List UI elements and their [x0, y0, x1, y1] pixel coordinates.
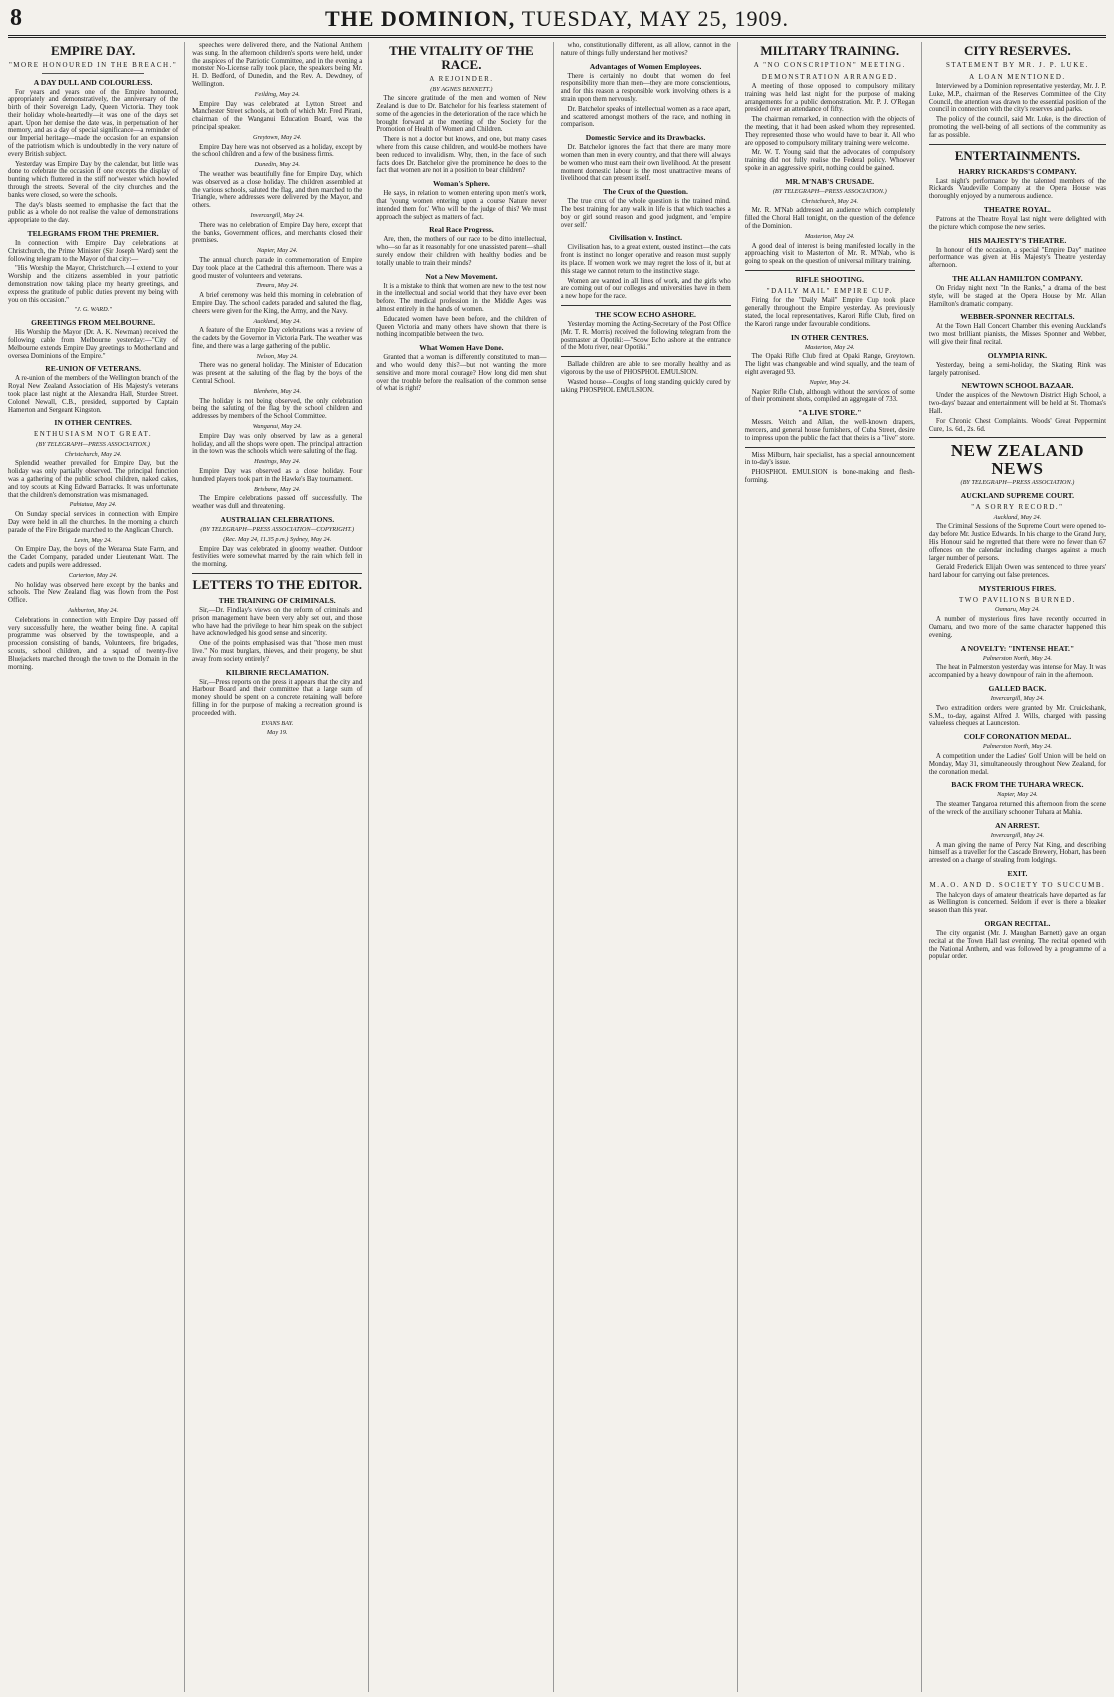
divider: [42, 73, 144, 74]
dateline: Wanganui, May 24.: [252, 423, 302, 431]
paragraph: Dr. Batchelor ignores the fact that there are many more women than men in every country, and that there will always be women who must earn their own livelihood. At the present moment domestic labour is the most unattractive means of livelihood that can present itself.: [560, 144, 731, 183]
paragraph: The heat in Palmerston yesterday was intense for May. It was accompanied by a heavy downpour of rain in the afternoon.: [928, 664, 1106, 680]
paragraph: The halcyon days of amateur theatricals have departed as far as Wellington is concerned. Seldom if ever is there a bleaker season than this year.: [928, 891, 1106, 915]
dateline: Nelson, May 24.: [256, 352, 298, 360]
paragraph: There is not a doctor but knows, and one, but many cases where from this cause children, and would-be mothers have been reduced to invalidism. Why, then, in the face of such facts does Dr. Batchelor give the prominence he does to the fact that women are not in a position to bear children?: [376, 136, 547, 175]
paragraph: Messrs. Veitch and Allan, the well-known drapers, mercers, and general house furnishers, of Cuba Street, desire to impress upon the public the fact that theirs is a "live" store.: [744, 419, 915, 442]
paragraph: Two extradition orders were granted by Mr. Cruickshank, S.M., to-day, against Alfred J. Wills, charged with passing valueless cheques at Launceston.: [928, 704, 1106, 728]
paragraph: who, constitutionally different, as all allow, cannot in the nature of things fully understand her motives?: [560, 42, 731, 57]
paragraph: Celebrations in connection with Empire Day passed off very successfully here, the weather being fine. A capital programme was observed by the townspeople, and a procession consisting of bands, Volunteers, fire brigades, scouts, school children, and a squad of twenty-five Bluejackets marched through the town to the Domain in the morning.: [8, 616, 179, 671]
advertisement: Ballade children are able to see morally healthy and as vigorous by the use of PHOSPHOL EMULSION.: [560, 361, 731, 376]
paragraph: The Criminal Sessions of the Supreme Court were opened to-day before Mr. Justice Edwards. In his charge to the Grand Jury, His Honour said he regretted that there were no fewer than 67 offences on the calendar including charges against a much larger number of persons.: [928, 523, 1106, 562]
dateline: Feilding, May 24.: [254, 90, 300, 98]
paragraph: Yesterday, being a semi-holiday, the Skating Rink was largely patronised.: [928, 361, 1106, 377]
letter-date: May 19.: [266, 729, 288, 737]
dateline: Levin, May 24.: [74, 536, 112, 544]
section-heading: THEATRE ROYAL.: [983, 204, 1051, 214]
section-heading: AN ARREST.: [995, 820, 1040, 830]
subheading: DEMONSTRATION ARRANGED.: [761, 72, 898, 81]
letters-heading: LETTERS TO THE EDITOR.: [192, 577, 363, 593]
paper-title: [70, 6, 1044, 32]
paragraph: Empire Day was celebrated at Lytton Street and Manchester Street schools, at both of which Mr. Fred Pirani, chairman of the Wanganui Education Board, was the principal speaker.: [192, 100, 363, 131]
paragraph: At the Town Hall Concert Chamber this evening Auckland's two most brilliant pianists, the Misses Sponner and Webber, will give their final recital.: [928, 323, 1106, 346]
dateline: Greytown, May 24.: [253, 133, 302, 141]
dateline: Christchurch, May 24.: [64, 450, 122, 458]
divider: [192, 573, 362, 574]
dateline: Carterton, May 24.: [68, 571, 118, 579]
paragraph: The city organist (Mr. J. Maughan Barnett) gave an organ recital at the Town Hall last evening. The recital opened with the National Anthem, and was followed by a programme of a popular order.: [928, 929, 1106, 961]
section-heading: EXIT.: [1007, 869, 1028, 879]
masthead: [8, 6, 1106, 38]
dateline: Invercargill, May 24.: [990, 695, 1045, 703]
divider: [745, 447, 915, 448]
paragraph: One of the points emphasised was that "those men must live." No must burglars, thieves, and their progeny, be shut away from society entirely?: [192, 640, 363, 663]
dateline: Invercargill, May 24.: [250, 211, 304, 219]
dateline: Masterton, May 24.: [804, 232, 855, 240]
divider: [929, 437, 1106, 438]
dateline: Ashburton, May 24.: [68, 607, 119, 615]
dateline: Timaru, May 24.: [256, 282, 299, 290]
section-heading: BACK FROM THE TUHARA WRECK.: [951, 780, 1084, 790]
paragraph: A man giving the name of Percy Nat King, and describing himself as a traveller for the Cascade Brewery, Hobart, has been arrested on a charge of stealing from lodgings.: [928, 841, 1106, 865]
paragraph: Women are wanted in all lines of work, and the girls who are coming out of our colleges and universities have in them a new hope for the race.: [560, 277, 731, 301]
section-heading: What Women Have Done.: [419, 343, 504, 353]
column-2: [192, 42, 369, 1692]
section-heading: GREETINGS FROM MELBOURNE.: [31, 318, 155, 328]
empire-day-subheading-2: A DAY DULL AND COLOURLESS.: [33, 77, 153, 87]
dateline: (Rec. May 24, 11.35 p.m.) Sydney, May 24.: [223, 535, 332, 543]
paragraph: Mr. R. M'Nab addressed an audience which completely filled the Choral Hall tonight, on the question of the defence of the Dominion.: [744, 207, 915, 230]
paragraph: speeches were delivered there, and the National Anthem was sung. In the afternoon children's sports were held, under the auspices of the Patriotic Committee, and in the evening a monster No-License rally took place, the speakers being Mr. H. D. Bedford, of Dunedin, and the Rev. A. Dewdney, of Wellington.: [192, 42, 363, 88]
paragraph: The steamer Tangaroa returned this afternoon from the scene of the wreck of the auxiliary schooner Tuhara at Mahia.: [928, 801, 1106, 817]
signature: "J. G. WARD.": [74, 306, 112, 314]
paragraph: On Friday night next "In the Ranks," a drama of the best style, will be staged at the Opera House by Mr. Allan Hamilton's dramatic company.: [928, 284, 1106, 308]
paragraph: The holiday is not being observed, the only celebration being the saluting of the flag by the school children and addresses by members of the School Committee.: [192, 397, 363, 421]
dateline: Auckland, May 24.: [253, 317, 302, 325]
section-heading: Woman's Sphere.: [433, 179, 490, 189]
dateline: Palmerston North, May 24.: [982, 743, 1052, 751]
paragraph: A number of mysterious fires have recently occurred in Oamaru, and two more of the same character happened this evening.: [928, 616, 1106, 639]
signature: EVANS BAY.: [261, 719, 294, 727]
nz-news-heading: NEW ZEALAND NEWS: [950, 441, 1084, 479]
section-heading: Advantages of Women Employees.: [589, 61, 702, 71]
section-heading: NEWTOWN SCHOOL BAZAAR.: [961, 381, 1074, 391]
paragraph: The Opaki Rifle Club fired at Opaki Range, Greytown. The light was changeable and wind squally, and the team of eight averaged 93.: [744, 353, 915, 377]
column-5: [745, 42, 922, 1692]
telegraph-credit: (BY TELEGRAPH—PRESS ASSOCIATION.): [36, 440, 151, 448]
column-1: [8, 42, 185, 1692]
advertisement: For Chronic Chest Complaints. Woods' Great Peppermint Cure, 1s. 6d., 2s. 6d.: [928, 417, 1106, 433]
section-heading: COLF CORONATION MEDAL.: [963, 732, 1072, 742]
paragraph: Sir,—Press reports on the press it appears that the city and Harbour Board and their committee that a large sum of money should be spent on a concrete retaining wall before filling in for the purpose of making a recreation ground is proceeded with.: [192, 678, 363, 717]
telegraph-credit: (BY TELEGRAPH—PRESS ASSOCIATION—COPYRIGHT.): [200, 526, 355, 534]
paragraph: The policy of the council, said Mr. Luke, is the direction of promoting the well-being of all sections of the community as far as possible.: [928, 116, 1106, 139]
paragraph: Civilisation has, to a great extent, ousted instinct—the cats front is instinct no longer operative and reason must supply its place. If women work we may regret the loss of it, but at this stage we cannot return to the instinctive stage.: [560, 244, 731, 275]
paragraph: No holiday was observed here except by the banks and schools. The New Zealand flag was flown from the Post Office.: [8, 581, 179, 605]
paragraph: Napier Rifle Club, although without the services of some of their prominent shots, compiled an aggregate of 733.: [744, 388, 915, 404]
columns: [8, 42, 1106, 1692]
paragraph: For years and years one of the Empire honoured, appropriately and demonstratively, the anniversary of the birth of their Sovereign Lady, Queen Victoria. They took their holiday whole-heartedly—it was one of the days set apart. Upon her demise the date was, in perpetuation of her memory, and as a day of special significance—a reminder of our Imperial heritage—made the occasion for an expansion of the patriotism which is undoubtedly in the very nature of every British subject.: [8, 88, 179, 158]
divider: [561, 356, 731, 357]
paragraph: Yesterday morning the Acting-Secretary of the Post Office (Mr. T. R. Morris) received the following telegram from the postmaster at Opotiki:—"Scow Echo ashore at the entrance of the Motu river, near Opotiki.": [560, 320, 731, 352]
divider: [561, 305, 731, 306]
section-heading: OLYMPIA RINK.: [987, 350, 1048, 360]
divider: [929, 144, 1106, 145]
section-heading: TELEGRAMS FROM THE PREMIER.: [27, 229, 159, 239]
section-heading: The Crux of the Question.: [603, 187, 688, 197]
paragraph: It is a mistake to think that women are new to the test now in the intellectual and social world that they have ever been before. The medical profession in the Middle Ages was almost entirely in the hands of women.: [376, 282, 547, 314]
paragraph: There is certainly no doubt that women do feel responsibility more than men—they are more conscientious, and for this reason a responsible work involving others is a strain upon them nervously.: [560, 72, 731, 103]
dateline: Auckland, May 24.: [993, 513, 1042, 521]
section-heading: AUSTRALIAN CELEBRATIONS.: [220, 515, 335, 525]
paragraph: Are, then, the mothers of our race to be ditto intellectual, who—so far as it reasonably for one unassisted parent—shall surely endow their children with healthy bodies and be totally unable to train their minds?: [376, 236, 547, 267]
paragraph: The chairman remarked, in connection with the objects of the meeting, that it had been asked whom they represented. They represented those who would have to bear it. All who are opposed to compulsory military training were welcome.: [744, 116, 915, 147]
subheading: "A SORRY RECORD.": [971, 503, 1064, 512]
paragraph: The Empire celebrations passed off successfully. The weather was dull and threatening.: [192, 495, 363, 511]
paragraph: The weather was beautifully fine for Empire Day, which was observed as a close holiday. The children assembled at the various schools, saluted the flag, and then marched to the Triangle, where addresses were delivered by the Mayor, and others.: [192, 170, 363, 210]
telegraph-credit: (BY TELEGRAPH—PRESS ASSOCIATION.): [772, 187, 887, 195]
subheading: A "NO CONSCRIPTION" MEETING.: [753, 61, 906, 69]
section-heading: RIFLE SHOOTING.: [795, 274, 864, 284]
section-heading: IN OTHER CENTRES.: [54, 418, 132, 428]
empire-day-heading: EMPIRE DAY.: [50, 43, 136, 58]
paragraph: Patrons at the Theatre Royal last night were delighted with the picture which compose the new series.: [928, 215, 1106, 231]
paragraph: He says, in relation to women entering upon men's work, that 'young women entering upon a course Nature never intended them for.' Who will be the judge of this? We must approach the subject as matters of fact.: [376, 190, 547, 221]
section-heading: THE ALLAN HAMILTON COMPANY.: [952, 273, 1083, 283]
paragraph: Sir,—Dr. Findlay's views on the reform of criminals and prison management have been very ably set out, and those who have had the privilege to hear him speak on the subject have acknowledged his good sense and sincerity.: [192, 607, 363, 638]
dateline: Napier, May 24.: [809, 378, 851, 386]
subheading: TWO PAVILIONS BURNED.: [958, 595, 1076, 604]
paragraph: Splendid weather prevailed for Empire Day, but the holiday was only partially observed. The principal function was a gathering of the public school children, naked cakes, and toy scouts at King Edward Barracks. It was unfortunate that the children's demonstration was mismanaged.: [8, 460, 179, 499]
paragraph: Firing for the "Daily Mail" Empire Cup took place generally throughout the Empire yesterday. As previously stated, the local representatives, Karori Rifle Club, fired on the Karori range under favourable conditions.: [744, 297, 915, 328]
column-3: [376, 42, 553, 1692]
paragraph: Mr. W. T. Young said that the advocates of compulsory training did not fully realise the Federal policy. Whoever spoke in an aggressive spirit, nothing could be gained.: [744, 149, 915, 172]
section-heading: A NOVELTY: "INTENSE HEAT.": [960, 643, 1075, 653]
paragraph: Empire Day was observed as a close holiday. Four hundred players took part in the Hawke's Bay tournament.: [192, 468, 363, 483]
subheading: ENTHUSIASM NOT GREAT.: [33, 430, 153, 439]
column-6: [929, 42, 1106, 1692]
divider: [745, 270, 915, 271]
section-heading: KILBIRNIE RECLAMATION.: [225, 667, 329, 677]
section-heading: Civilisation v. Instinct.: [609, 233, 683, 243]
paragraph: Educated women have been before, and the children of Queen Victoria and many others have shown that there is nothing incompatible between the two.: [376, 315, 547, 339]
section-heading: RE-UNION OF VETERANS.: [45, 364, 141, 374]
advertisement: PHOSPHOL EMULSION is bone-making and flesh-forming.: [744, 469, 915, 484]
city-reserves-heading: CITY RESERVES.: [964, 43, 1071, 58]
paragraph: Interviewed by a Dominion representative yesterday, Mr. J. P. Luke, M.P., chairman of the Reserves Committee of the City Council, the attention was drawn to the essential position of the council in connection with the city's reserves and parks.: [928, 83, 1106, 114]
subheading: STATEMENT BY MR. J. P. LUKE.: [946, 61, 1089, 69]
dateline: Dunedin, May 24.: [254, 161, 300, 169]
dateline: Palmerston North, May 24.: [982, 654, 1052, 662]
paragraph: Empire Day here was not observed as a holiday, except by the school children and a few of the business firms.: [192, 143, 363, 159]
paragraph: The annual church parade in commemoration of Empire Day took place at the Cathedral this afternoon. There was a good muster of volunteers and veterans.: [192, 256, 363, 280]
paragraph: "His Worship the Mayor, Christchurch.—I extend to your Worship and the citizens assembled in your patriotic demonstration now taking place my hearty greetings, and express the gratitude of public duties prevent my being with you on this occasion.": [8, 265, 179, 304]
paragraph: Gerald Frederick Elijah Owen was sentenced to three years' hard labour for carrying out false pretences.: [928, 564, 1106, 580]
dateline: Blenheim, May 24.: [253, 387, 302, 395]
paragraph: Empire Day was celebrated in gloomy weather. Outdoor festivities were somewhat marred by the rain which fell in the morning.: [192, 545, 363, 569]
section-heading: Not a New Movement.: [425, 271, 498, 281]
paragraph: Under the auspices of the Newtown District High School, a two-days' bazaar and entertainment will be held at St. Thomas's Hall.: [928, 392, 1106, 415]
paragraph: There was no celebration of Empire Day here, except that the banks, Government offices, and merchants closed their premises.: [192, 221, 363, 245]
section-heading: MR. M'NAB'S CRUSADE.: [785, 176, 875, 186]
section-heading: Real Race Progress.: [429, 225, 494, 235]
dateline: Christchurch, May 24.: [801, 197, 859, 205]
vitality-heading: THE VITALITY OF THE RACE.: [389, 43, 534, 72]
section-heading: HIS MAJESTY'S THEATRE.: [968, 235, 1067, 245]
dateline: Napier, May 24.: [997, 791, 1038, 799]
paragraph: A good deal of interest is being manifested locally in the approaching visit to Masterton of Mr. R. M'Nab, who is going to speak on the question of universal military training.: [744, 242, 915, 266]
entertainments-heading: ENTERTAINMENTS.: [954, 147, 1081, 163]
paragraph: A feature of the Empire Day celebrations was a review of the cadets by the Governor in Victoria Park. The weather was fine, and there was a large gathering of the public.: [192, 327, 363, 350]
subheading: "DAILY MAIL" EMPIRE CUP.: [766, 286, 893, 295]
section-heading: MYSTERIOUS FIRES.: [978, 583, 1057, 593]
byline: (BY AGNES BENNETT.): [430, 85, 493, 93]
section-heading: "A LIVE STORE.": [798, 408, 862, 418]
paragraph: Dr. Batchelor speaks of intellectual women as a race apart, and scattered amongst mothers of the race, and nothing in comparison.: [560, 105, 731, 129]
paragraph: In honour of the occasion, a special "Empire Day" matinee performance was given at His Majesty's Theatre yesterday afternoon.: [928, 246, 1106, 270]
paragraph: His Worship the Mayor (Dr. A. K. Newman) received the following cable from Melbourne yesterday:—"City of Melbourne extends Empire Day greetings to Motherland and oversea Dominions of the Empire.": [8, 329, 179, 360]
column-4: [561, 42, 738, 1692]
paragraph: A brief ceremony was held this morning in celebration of Empire Day. The school cadets paraded and saluted the flag, cheers were given for the King, the Army, and the Navy.: [192, 292, 363, 315]
dateline: Napier, May 24.: [256, 247, 298, 255]
paragraph: A re-union of the members of the Wellington branch of the Royal New Zealand Association of His Majesty's veterans took place last night at the Alexandra Hall, Sturdee Street. Colonel Newall, C.B., presided, supported by Captain Hamerton and Sergeant Kingston.: [8, 375, 179, 414]
paragraph: Empire Day was only observed by law as a general holiday, and all the shops were open. The principal attraction in the town was the schools which were saluting of the flag.: [192, 432, 363, 456]
paragraph: The true crux of the whole question is the trained mind. The best training for any walk in life is that which teaches a boy or girl sound reason and good judgment, and 'empire over self.': [560, 198, 731, 229]
section-heading: IN OTHER CENTRES.: [791, 332, 869, 342]
issue-date: TUESDAY, MAY 25, 1909.: [521, 6, 790, 31]
dateline: Brisbane, May 24.: [253, 485, 301, 493]
section-heading: GALLED BACK.: [988, 684, 1047, 694]
section-heading: WEBBER-SPONNER RECITALS.: [960, 312, 1075, 322]
advertisement: Wasted house—Coughs of long standing quickly cured by taking PHOSPHOL EMULSION.: [560, 378, 731, 394]
subheading: A REJOINDER.: [429, 75, 494, 83]
subheading: A LOAN MENTIONED.: [969, 72, 1066, 81]
paragraph: A meeting of those opposed to compulsory military training was held last night for the purpose of making arrangements for a public demonstration. Mr. P. J. O'Regan presided over an attendance of fifty.: [744, 83, 915, 114]
paragraph: Granted that a woman is differently constituted to man—and who would deny this?—but not wanting the more sensitive and more moral courage? How long did men shut over the trouble before the realisation of the common sense of what is right?: [376, 354, 547, 393]
military-training-heading: MILITARY TRAINING.: [760, 43, 900, 58]
paragraph: Last night's performance by the talented members of the Rickards Vaudeville Company at the Opera House was thoroughly enjoyed by a numerous audience.: [928, 177, 1106, 201]
paragraph: In connection with Empire Day celebrations at Christchurch, the Prime Minister (Sir Joseph Ward) sent the following telegram to the Mayor of that city:—: [8, 240, 179, 263]
dateline: Masterton, May 24.: [804, 343, 855, 351]
paragraph: On Sunday special services in connection with Empire Day were held in all the churches. In the morning a church parade of the Fire Brigade marched to the Anglican Church.: [8, 511, 179, 534]
section-heading: ORGAN RECITAL.: [984, 918, 1051, 928]
page-number: 8: [10, 5, 22, 31]
paragraph: Yesterday was Empire Day by the calendar, but little was done to celebrate the occasion if one excepts the display of bunting which fluttered in the stiff nor'wester which howled through the streets. Several of the city churches and the banks were closed, so were the schools.: [8, 160, 179, 199]
paragraph: On Empire Day, the boys of the Weraroa State Farm, and the Cadet Company, paraded under Lieutenant Watt. The cadets and pupils were addressed.: [8, 546, 179, 570]
newspaper-name: THE DOMINION,: [324, 6, 516, 31]
advertisement: Miss Milburn, hair specialist, has a special announcement in to-day's issue.: [744, 451, 915, 467]
section-heading: THE TRAINING OF CRIMINALS.: [218, 596, 336, 606]
section-heading: THE SCOW ECHO ASHORE.: [595, 309, 696, 319]
section-heading: AUCKLAND SUPREME COURT.: [960, 491, 1075, 501]
paragraph: The day's blasts seemed to emphasise the fact that the public as a whole do not realise the value of demonstrations appropriate to the day.: [8, 201, 179, 225]
telegraph-credit: (BY TELEGRAPH—PRESS ASSOCIATION.): [960, 479, 1075, 487]
section-heading: HARRY RICKARDS'S COMPANY.: [958, 166, 1077, 176]
subheading: M.A.O. AND D. SOCIETY TO SUCCUMB.: [929, 881, 1106, 890]
section-heading: Domestic Service and its Drawbacks.: [585, 133, 706, 143]
dateline: Invercargill, May 24.: [990, 831, 1045, 839]
empire-day-subheading: "MORE HONOURED IN THE BREACH.": [8, 61, 178, 69]
paragraph: There was no general holiday. The Minister of Education was present at the saluting of the flag by the boys of the Central School.: [192, 362, 363, 386]
dateline: Hastings, May 24.: [254, 458, 301, 466]
paragraph: A competition under the Ladies' Golf Union will be held on Monday, May 31, simultaneously throughout New Zealand, for the coronation medal.: [928, 753, 1106, 776]
dateline: Pahiatua, May 24.: [69, 501, 117, 509]
dateline: Oamaru, May 24.: [995, 606, 1040, 614]
paragraph: The sincere gratitude of the men and women of New Zealand is due to Dr. Batchelor for his fearless statement of some of the agencies in the deterioration of the race which he brought forward at the meeting of the Society for the Promotion of Health of Women and Children.: [376, 95, 547, 134]
